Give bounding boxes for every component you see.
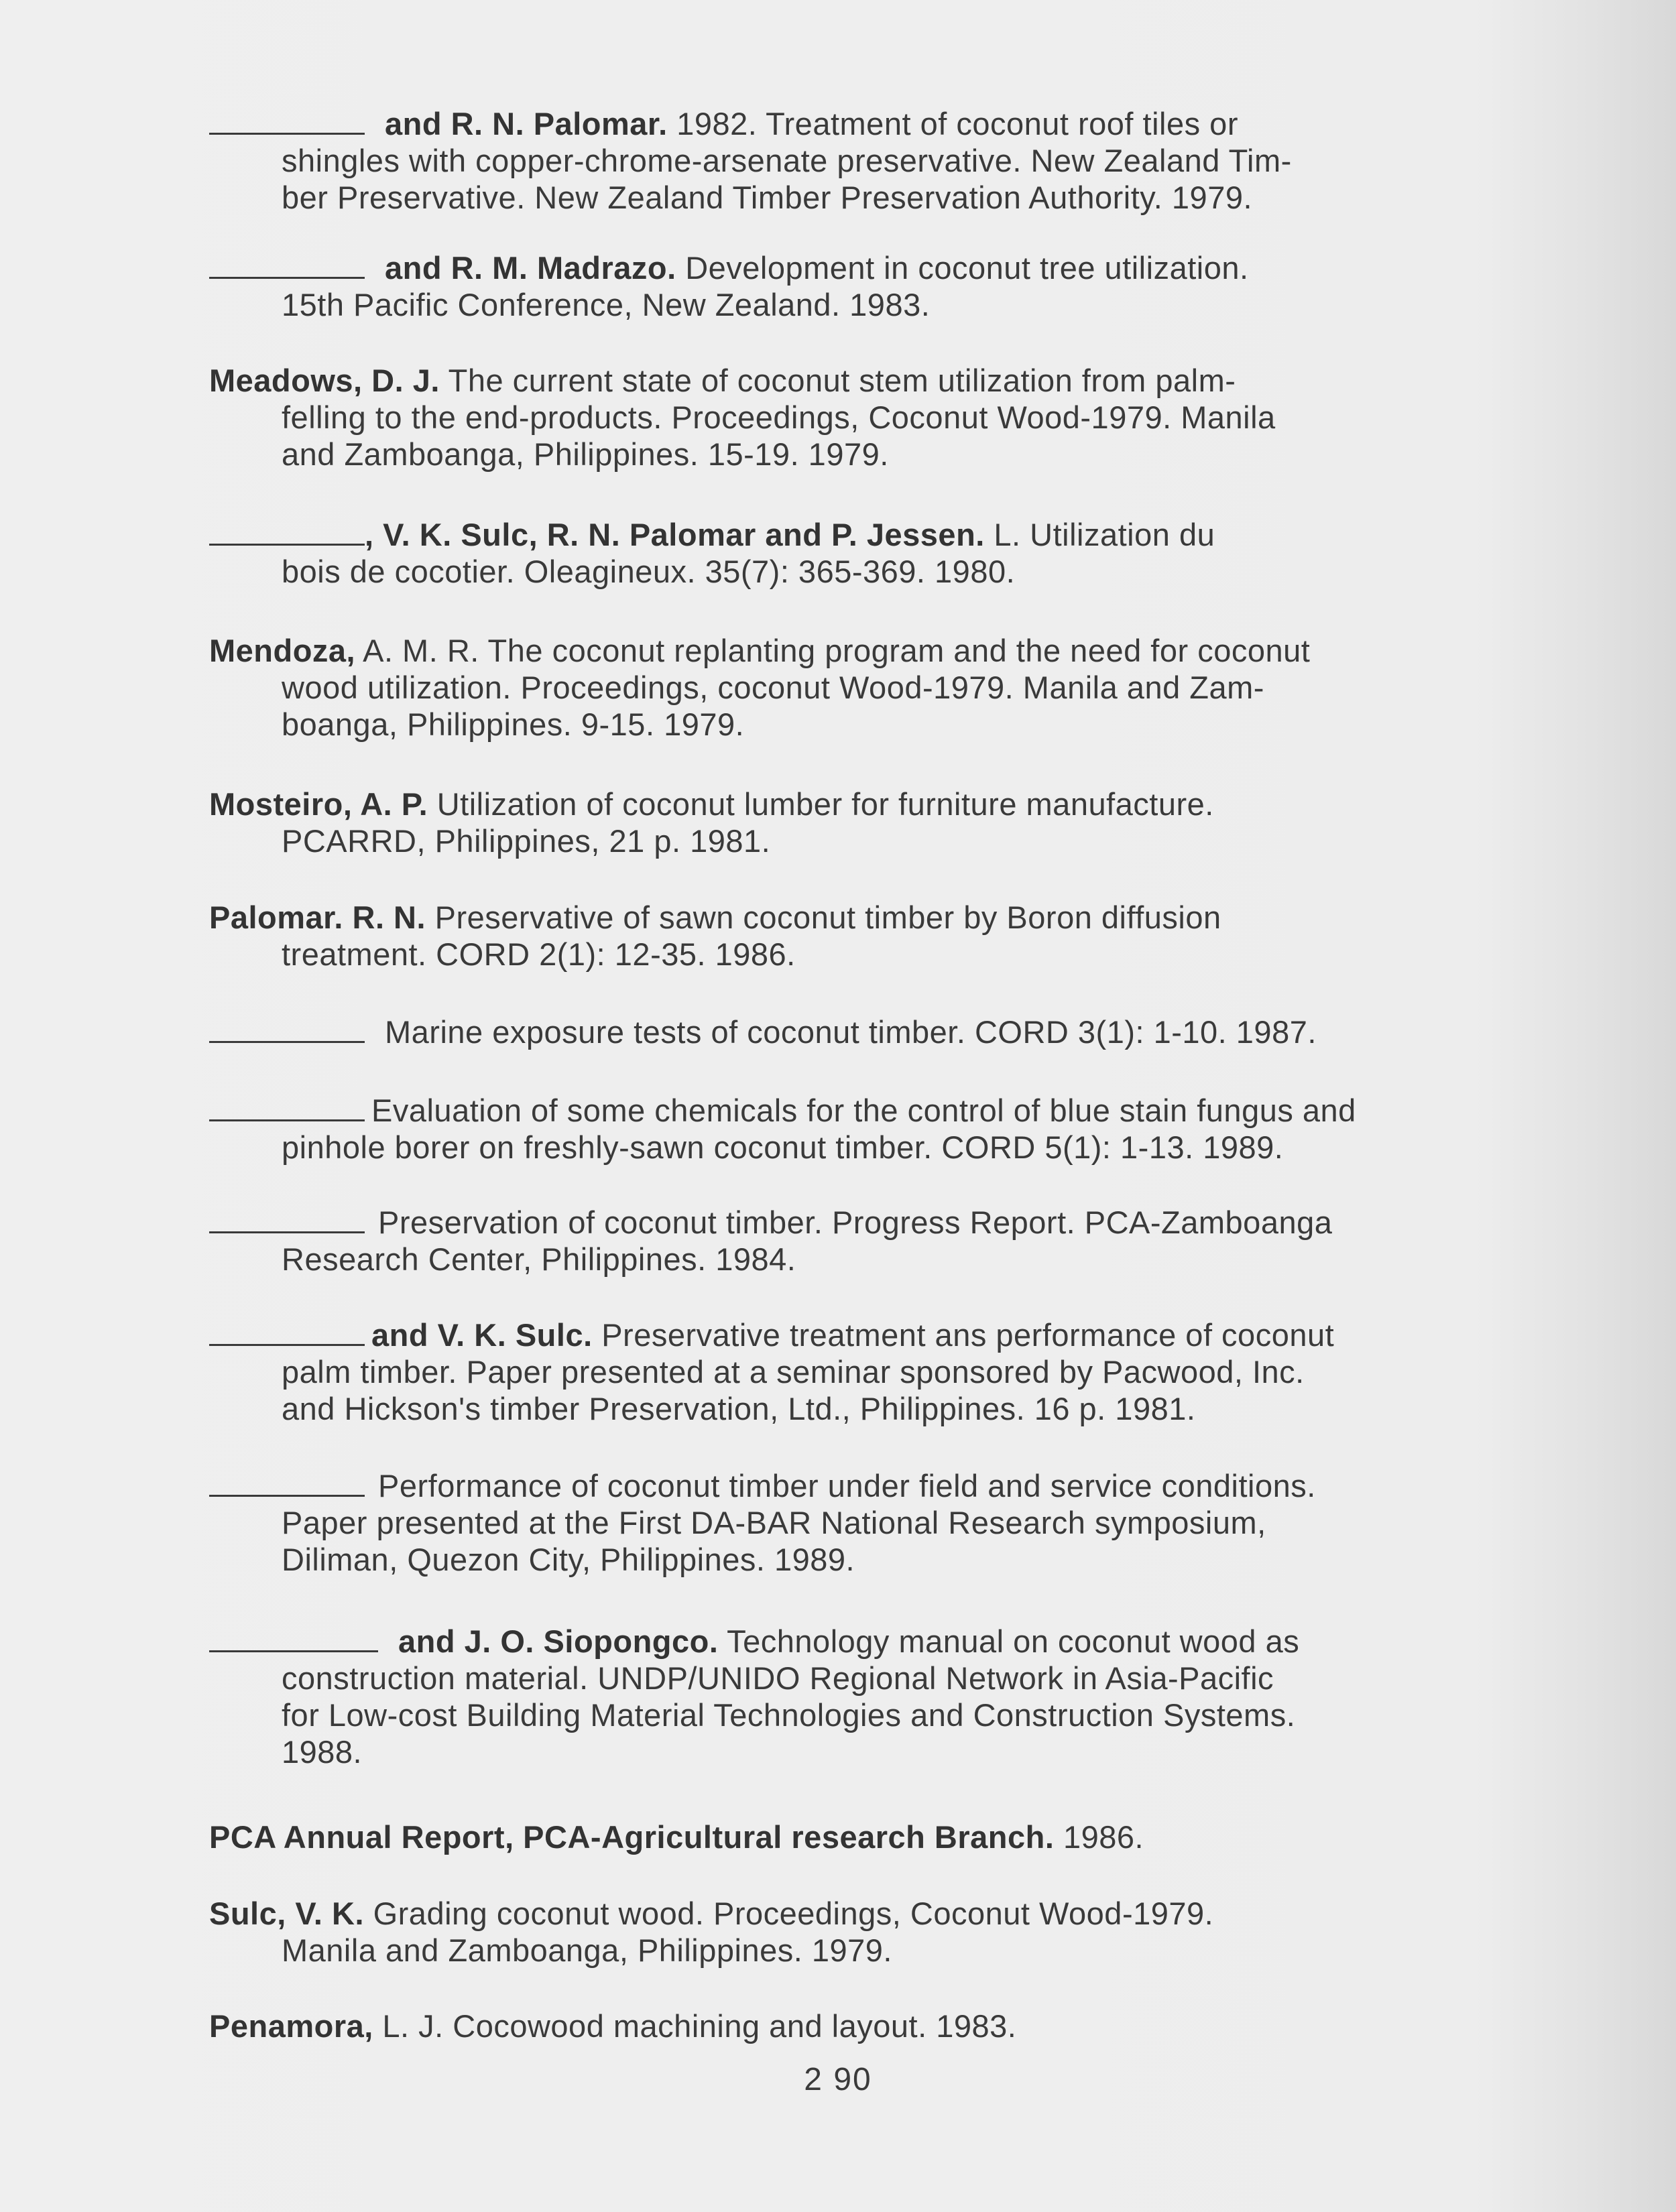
reference-entry — [209, 249, 1513, 323]
ditto-dash — [209, 543, 365, 546]
reference-entry — [209, 105, 1513, 216]
reference-line: PCARRD, Philippines, 21 p. 1981. — [282, 823, 771, 859]
ditto-dash — [209, 1040, 365, 1043]
ditto-dash — [209, 132, 365, 135]
reference-line — [209, 1623, 1513, 1660]
reference-line: pinhole borer on freshly-sawn coconut timber. CORD 5(1): 1-13. 1989. — [282, 1129, 1284, 1165]
reference-author: Penamora, — [209, 2008, 373, 2044]
reference-line: wood utilization. Proceedings, coconut Wood-1979. Manila and Zam- — [282, 670, 1264, 705]
reference-entry — [209, 1895, 1513, 1969]
reference-author: and J. O. Siopongco. — [398, 1623, 719, 1659]
reference-text: Grading coconut wood. Proceedings, Coconut Wood-1979. — [364, 1896, 1214, 1931]
reference-line: Diliman, Quezon City, Philippines. 1989. — [282, 1542, 855, 1577]
reference-text: Technology manual on coconut wood as — [718, 1623, 1300, 1659]
reference-entry — [209, 1623, 1513, 1770]
reference-text: Preservation of coconut timber. Progress Report. PCA-Zamboanga — [378, 1205, 1333, 1240]
reference-line — [209, 516, 1513, 553]
reference-entry — [209, 2008, 1513, 2044]
reference-author: PCA Annual Report, PCA-Agricultural research Branch. — [209, 1819, 1055, 1855]
reference-line — [209, 249, 1513, 286]
reference-text: A. M. R. The coconut replanting program and the need for coconut — [355, 633, 1311, 668]
reference-line: Paper presented at the First DA-BAR National Research symposium, — [282, 1505, 1266, 1540]
reference-text: Performance of coconut timber under field and service conditions. — [378, 1468, 1316, 1503]
reference-line: and Zamboanga, Philippines. 15-19. 1979. — [282, 436, 889, 472]
reference-entry — [209, 632, 1513, 743]
reference-line — [209, 1819, 1513, 1855]
reference-line: 15th Pacific Conference, New Zealand. 1983. — [282, 287, 931, 322]
reference-text: Preservative of sawn coconut timber by Boron diffusion — [426, 900, 1221, 935]
reference-line — [209, 1204, 1513, 1241]
reference-line: Manila and Zamboanga, Philippines. 1979. — [282, 1932, 892, 1968]
reference-entry — [209, 786, 1513, 859]
reference-entry — [209, 516, 1513, 590]
reference-line: bois de cocotier. Oleagineux. 35(7): 365-369. 1980. — [282, 554, 1016, 589]
reference-line: palm timber. Paper presented at a seminar sponsored by Pacwood, Inc. — [282, 1354, 1305, 1390]
reference-line: 1988. — [282, 1734, 363, 1770]
reference-text: L. Utilization du — [984, 517, 1215, 552]
reference-text: L. J. Cocowood machining and layout. 1983. — [373, 2008, 1017, 2044]
reference-text: Evaluation of some chemicals for the control of blue stain fungus and — [371, 1093, 1356, 1128]
reference-author: Meadows, D. J. — [209, 363, 440, 398]
reference-line — [209, 105, 1513, 142]
reference-text: Preservative treatment ans performance of coconut — [592, 1317, 1335, 1353]
reference-author: and R. M. Madrazo. — [385, 250, 676, 286]
reference-line: boanga, Philippines. 9-15. 1979. — [282, 706, 745, 742]
reference-author: , V. K. Sulc, R. N. Palomar and P. Jessen. — [365, 517, 985, 552]
reference-line: felling to the end-products. Proceedings, Coconut Wood-1979. Manila — [282, 400, 1276, 435]
reference-line — [209, 2008, 1513, 2044]
page-number: 2 90 — [804, 2062, 872, 2097]
reference-entry — [209, 362, 1513, 473]
reference-line: and Hickson's timber Preservation, Ltd., Philippines. 16 p. 1981. — [282, 1391, 1196, 1426]
reference-text: 1986. — [1054, 1819, 1144, 1855]
reference-entry — [209, 899, 1513, 973]
reference-text: The current state of coconut stem utilization from palm- — [439, 363, 1236, 398]
reference-line: Research Center, Philippines. 1984. — [282, 1241, 796, 1277]
reference-text: Utilization of coconut lumber for furniture manufacture. — [428, 786, 1214, 822]
reference-entry — [209, 1092, 1513, 1166]
reference-author: and R. N. Palomar. — [385, 106, 668, 141]
reference-line — [209, 1895, 1513, 1932]
reference-entry — [209, 1013, 1513, 1050]
reference-author: Palomar. R. N. — [209, 900, 426, 935]
reference-line — [209, 362, 1513, 399]
reference-line — [209, 786, 1513, 822]
ditto-dash — [209, 1650, 378, 1652]
reference-line — [209, 1013, 1513, 1050]
reference-text: Development in coconut tree utilization. — [676, 250, 1249, 286]
reference-line: ber Preservative. New Zealand Timber Preservation Authority. 1979. — [282, 180, 1253, 215]
reference-text: Marine exposure tests of coconut timber. CORD 3(1): 1-10. 1987. — [385, 1014, 1317, 1050]
ditto-dash — [209, 1494, 365, 1497]
reference-entry — [209, 1316, 1513, 1427]
reference-author: Sulc, V. K. — [209, 1896, 365, 1931]
reference-author: Mendoza, — [209, 633, 356, 668]
reference-line — [209, 632, 1513, 669]
ditto-dash — [209, 1231, 365, 1233]
reference-line — [209, 1092, 1513, 1129]
reference-line: shingles with copper-chrome-arsenate preservative. New Zealand Tim- — [282, 143, 1292, 178]
ditto-dash — [209, 1119, 365, 1121]
reference-line: for Low-cost Building Material Technologies and Construction Systems. — [282, 1697, 1296, 1733]
reference-line — [209, 1316, 1513, 1353]
reference-line: treatment. CORD 2(1): 12-35. 1986. — [282, 936, 796, 972]
reference-entry — [209, 1467, 1513, 1578]
ditto-dash — [209, 276, 365, 279]
ditto-dash — [209, 1343, 365, 1346]
reference-line — [209, 899, 1513, 936]
reference-line: construction material. UNDP/UNIDO Regional Network in Asia-Pacific — [282, 1660, 1274, 1696]
reference-text: 1982. Treatment of coconut roof tiles or — [667, 106, 1238, 141]
reference-entry — [209, 1819, 1513, 1855]
reference-author: Mosteiro, A. P. — [209, 786, 428, 822]
reference-entry — [209, 1204, 1513, 1278]
reference-author: and V. K. Sulc. — [371, 1317, 593, 1353]
reference-line — [209, 1467, 1513, 1504]
